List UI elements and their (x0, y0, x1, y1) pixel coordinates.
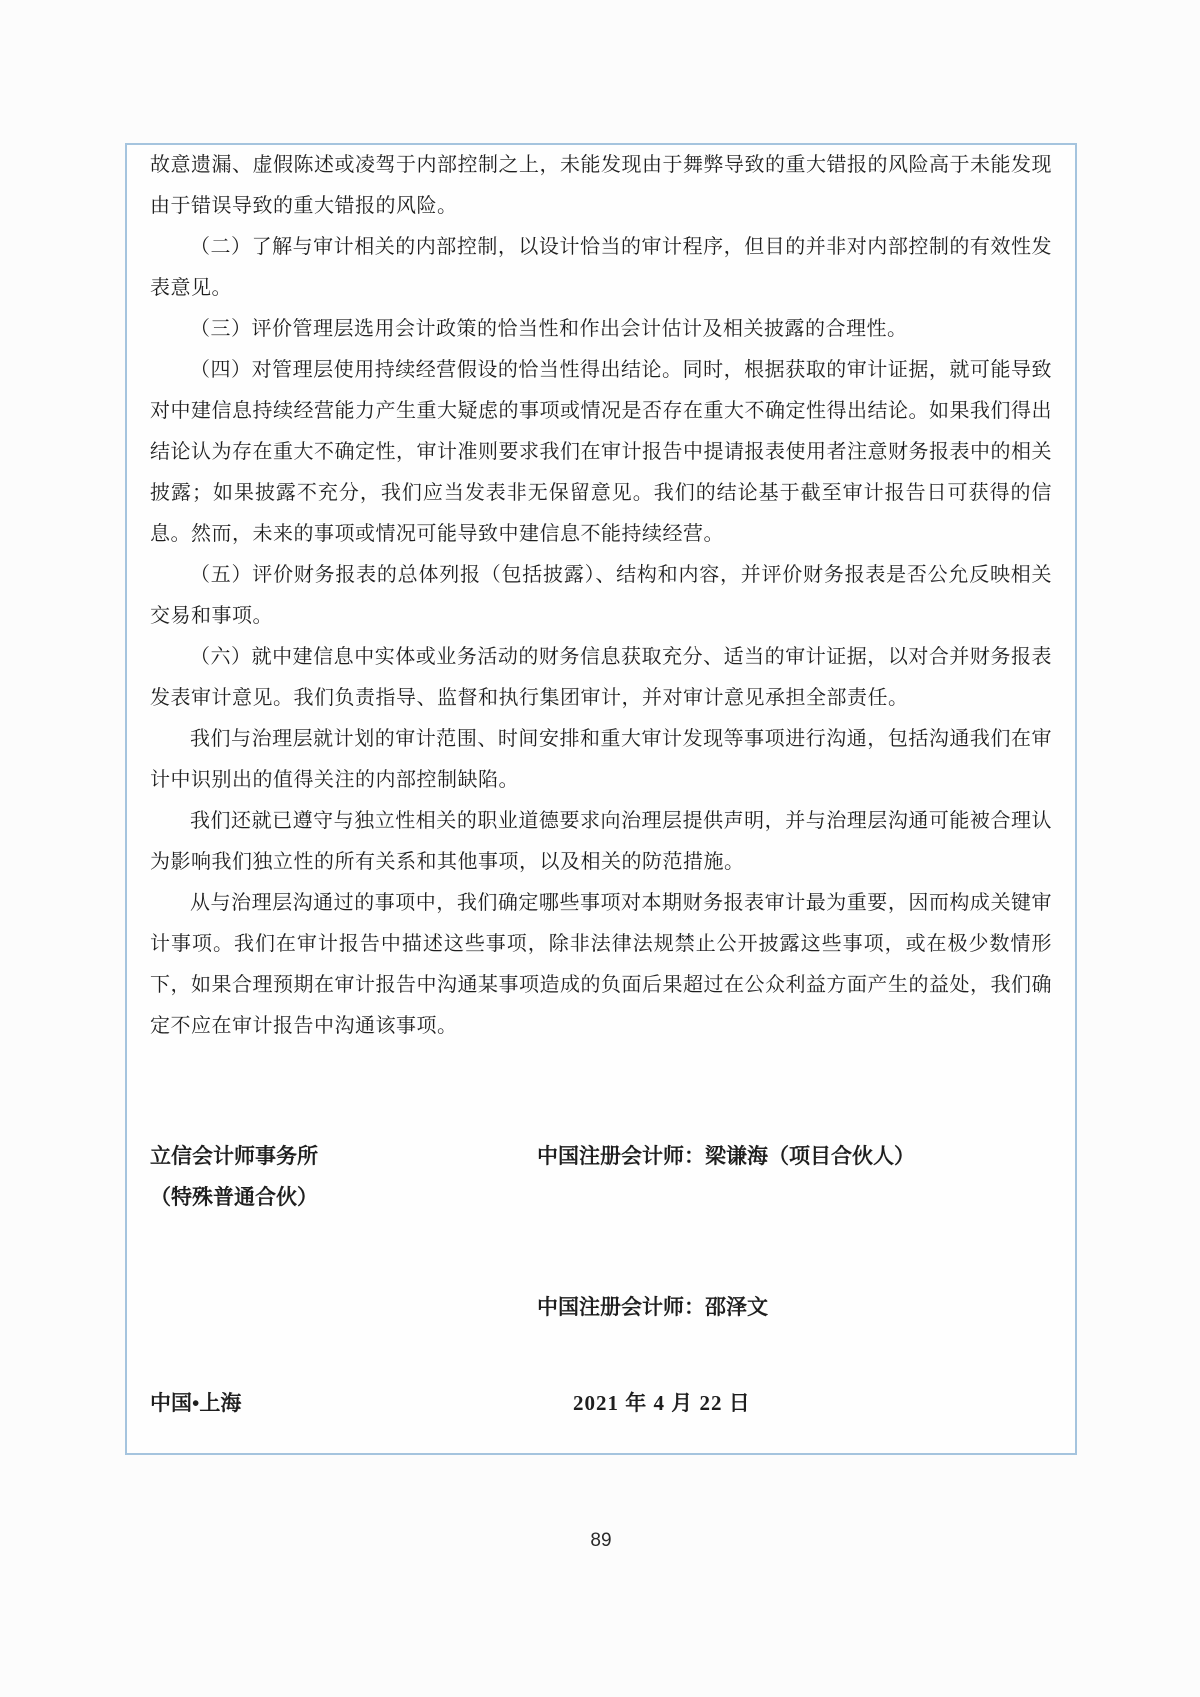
body-paragraph: （三）评价管理层选用会计政策的恰当性和作出会计估计及相关披露的合理性。 (190, 318, 908, 340)
content-border-box (125, 143, 1077, 1455)
body-paragraph: （二）了解与审计相关的内部控制，以设计恰当的审计程序，但目的并非对内部控制的有效性发表意见。 (150, 236, 1052, 299)
signature-location: 中国•上海 (150, 1391, 242, 1415)
body-paragraph: （五）评价财务报表的总体列报（包括披露）、结构和内容，并评价财务报表是否公允反映相关交易和事项。 (150, 564, 1052, 627)
body-paragraph: 故意遗漏、虚假陈述或凌驾于内部控制之上，未能发现由于舞弊导致的重大错报的风险高于未能发现由于错误导致的重大错报的风险。 (150, 154, 1052, 217)
body-paragraph: （六）就中建信息中实体或业务活动的财务信息获取充分、适当的审计证据，以对合并财务报表发表审计意见。我们负责指导、监督和执行集团审计，并对审计意见承担全部责任。 (150, 646, 1052, 709)
signature-firm-name: 立信会计师事务所 (150, 1144, 318, 1168)
page-number: 89 (590, 1530, 612, 1551)
signature-cpa-second: 中国注册会计师：邵泽文 (537, 1295, 768, 1319)
signature-firm-type: （特殊普通合伙） (150, 1185, 318, 1209)
body-paragraph: （四）对管理层使用持续经营假设的恰当性得出结论。同时，根据获取的审计证据，就可能导致对中建信息持续经营能力产生重大疑虑的事项或情况是否存在重大不确定性得出结论。如果我们得出结论认为存在重大不确定性，审计准则要求我们在审计报告中提请报表使用者注意财务报表中的相关披露；如果披露不充分，我们应当发表非无保留意见。我们的结论基于截至审计报告日可获得的信息。然而，未来的事项或情况可能导致中建信息不能持续经营。 (150, 359, 1052, 545)
signature-block (150, 1136, 1052, 1424)
body-paragraph: 我们与治理层就计划的审计范围、时间安排和重大审计发现等事项进行沟通，包括沟通我们在审计中识别出的值得关注的内部控制缺陷。 (150, 728, 1052, 791)
body-paragraph: 我们还就已遵守与独立性相关的职业道德要求向治理层提供声明，并与治理层沟通可能被合理认为影响我们独立性的所有关系和其他事项，以及相关的防范措施。 (150, 810, 1052, 873)
body-paragraph: 从与治理层沟通过的事项中，我们确定哪些事项对本期财务报表审计最为重要，因而构成关键审计事项。我们在审计报告中描述这些事项，除非法律法规禁止公开披露这些事项，或在极少数情形下，如果合理预期在审计报告中沟通某事项造成的负面后果超过在公众利益方面产生的益处，我们确定不应在审计报告中沟通该事项。 (150, 892, 1052, 1037)
signature-date: 2021 年 4 月 22 日 (573, 1391, 751, 1415)
signature-cpa-partner: 中国注册会计师：梁谦海（项目合伙人） (537, 1144, 915, 1168)
